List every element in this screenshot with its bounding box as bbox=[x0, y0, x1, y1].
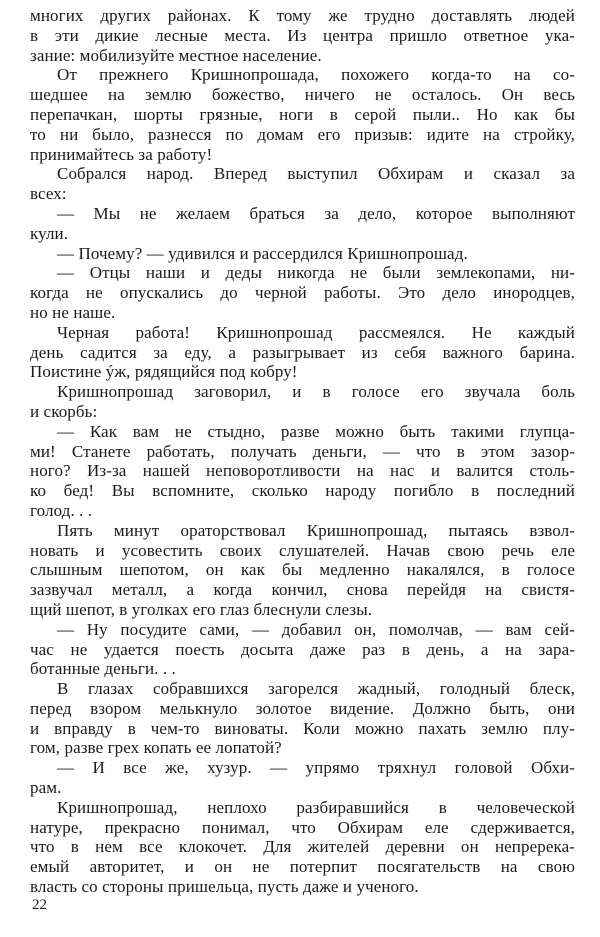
text-line: Собрался народ. Вперед выступил Обхирам и сказал за bbox=[57, 164, 575, 184]
text-line: От прежнего Кришнопрошада, похожего когда-то на со- bbox=[57, 65, 575, 85]
text-line: Черная работа! Кришнопрошад рассмеялся. Не каждый bbox=[57, 322, 575, 342]
text-line: ботанные деньги. . . bbox=[30, 659, 176, 679]
text-line: — Отцы наши и деды никогда не были землекопами, ни- bbox=[57, 263, 575, 283]
text-line: ми! Станете работать, получать деньги, — что в этом зазор- bbox=[30, 441, 575, 461]
text-line: слышным шепотом, он как бы медленно накалялся, в голосе bbox=[30, 560, 575, 580]
text-line: емый авторитет, и он не потерпит посягательств на свою bbox=[30, 857, 575, 877]
text-line: то ни было, разнесся по домам его призыв: идите на стройку, bbox=[30, 124, 575, 144]
text-line: Пять минут ораторствовал Кришнопрошад, пытаясь взвол- bbox=[57, 520, 575, 540]
text-line: Кришнопрошад, неплохо разбиравшийся в человеческой bbox=[57, 797, 575, 817]
text-line: перепачкан, шорты грязные, ноги в серой пыли.. Но как бы bbox=[30, 104, 575, 124]
text-line: всех: bbox=[30, 184, 67, 204]
text-line: — И все же, хузур. — упрямо тряхнул головой Обхи- bbox=[57, 758, 575, 778]
page-number: 22 bbox=[32, 897, 47, 913]
text-line: — Как вам не стыдно, разве можно быть такими глупца- bbox=[57, 421, 575, 441]
text-line: час не удается поесть досыта даже раз в день, а на зара- bbox=[30, 639, 575, 659]
text-line: натуре, прекрасно понимал, что Обхирам еле сдерживается, bbox=[30, 817, 575, 837]
text-line: — Ну посудите сами, — добавил он, помолчав, — вам сей- bbox=[57, 619, 575, 639]
text-line: Поистине ýж, рядящийся под кобру! bbox=[30, 362, 298, 382]
text-line: рам. bbox=[30, 778, 62, 798]
text-line: когда не опускались до черной работы. Это дело инородцев, bbox=[30, 283, 575, 303]
text-line: принимайтесь за работу! bbox=[30, 144, 213, 164]
text-line: шедшее на землю божество, ничего не осталось. Он весь bbox=[30, 85, 575, 105]
text-line: Кришнопрошад заговорил, и в голосе его звучала боль bbox=[57, 382, 575, 402]
text-line: щий шепот, в уголках его глаз блеснули слезы. bbox=[30, 599, 373, 619]
page-body bbox=[30, 6, 575, 897]
text-line: ко бед! Вы вспомните, сколько народу погибло в последний bbox=[30, 481, 575, 501]
text-line: новать и усовестить своих слушателей. Начав свою речь еле bbox=[30, 540, 575, 560]
text-line: ного? Из-за нашей неповоротливости на нас и валится столь- bbox=[30, 461, 575, 481]
text-line: зазвучал металл, а когда кончил, снова перейдя на свистя- bbox=[30, 580, 575, 600]
text-line: В глазах собравшихся загорелся жадный, голодный блеск, bbox=[57, 679, 575, 699]
text-line: перед взором мелькнуло золотое видение. Должно быть, они bbox=[30, 698, 575, 718]
text-line: что в нем все клокочет. Для жителей деревни он непререка- bbox=[30, 837, 575, 857]
text-line: власть со стороны пришельца, пусть даже и ученого. bbox=[30, 877, 419, 897]
text-line: но не наше. bbox=[30, 302, 116, 322]
text-line: многих других районах. К тому же трудно доставлять людей bbox=[30, 6, 575, 25]
text-line: зание: мобилизуйте местное население. bbox=[30, 45, 322, 65]
text-line: — Почему? — удивился и рассердился Кришнопрошад. bbox=[57, 243, 468, 263]
text-line: в эти дикие лесные места. Из центра пришло ответное ука- bbox=[30, 25, 575, 45]
text-line: голод. . . bbox=[30, 500, 93, 520]
text-line: гом, разве грех копать ее лопатой? bbox=[30, 738, 282, 758]
text-line: кули. bbox=[30, 223, 69, 243]
text-line: — Мы не желаем браться за дело, которое выполняют bbox=[57, 203, 575, 223]
text-line: и скорбь: bbox=[30, 401, 98, 421]
text-line: и вправду в чем-то виноваты. Коли можно пахать землю плу- bbox=[30, 718, 575, 738]
text-line: день садится за еду, а разыгрывает из себя важного барина. bbox=[30, 342, 575, 362]
